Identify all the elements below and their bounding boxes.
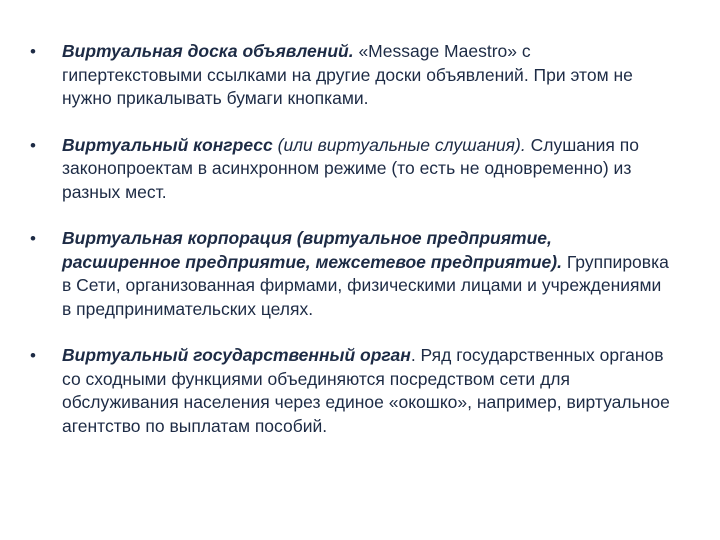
- bullet-item-government-body: [30, 344, 672, 438]
- bullet-icon: •: [30, 42, 36, 61]
- bullet-item-corporation: [30, 227, 672, 321]
- term: Виртуальный государственный орган: [62, 345, 411, 365]
- term: Виртуальная корпорация (виртуальное предприятие, расширенное предприятие, межсетевое предприятие).: [62, 228, 562, 272]
- bullet-list: [30, 40, 680, 438]
- description: . Ряд государственных органов со сходными функциями объединяются посредством сети для обслуживания населения через единое «окошко», например, виртуальное агентство по выплатам пособий.: [62, 345, 670, 436]
- description: Слушания по законопроектам в асинхронном режиме (то есть не одновременно) из разных мест.: [62, 134, 639, 202]
- bullet-icon: •: [30, 346, 36, 365]
- term: Виртуальная доска объявлений.: [62, 41, 354, 61]
- description: Группировка в Сети, организованная фирмами, физическими лицами и учреждениями в предпринимательских целях.: [62, 251, 669, 319]
- bullet-icon: •: [30, 229, 36, 248]
- description: «Message Maestro» с гипертекстовыми ссылками на другие доски объявлений. При этом не нужно прикалывать бумаги кнопками.: [62, 41, 633, 108]
- term: Виртуальный конгресс: [62, 134, 273, 155]
- term-aside: (или виртуальные слушания).: [272, 134, 526, 155]
- bullet-item-message-board: [30, 40, 672, 111]
- bullet-item-congress: [30, 134, 672, 205]
- bullet-icon: •: [30, 135, 36, 155]
